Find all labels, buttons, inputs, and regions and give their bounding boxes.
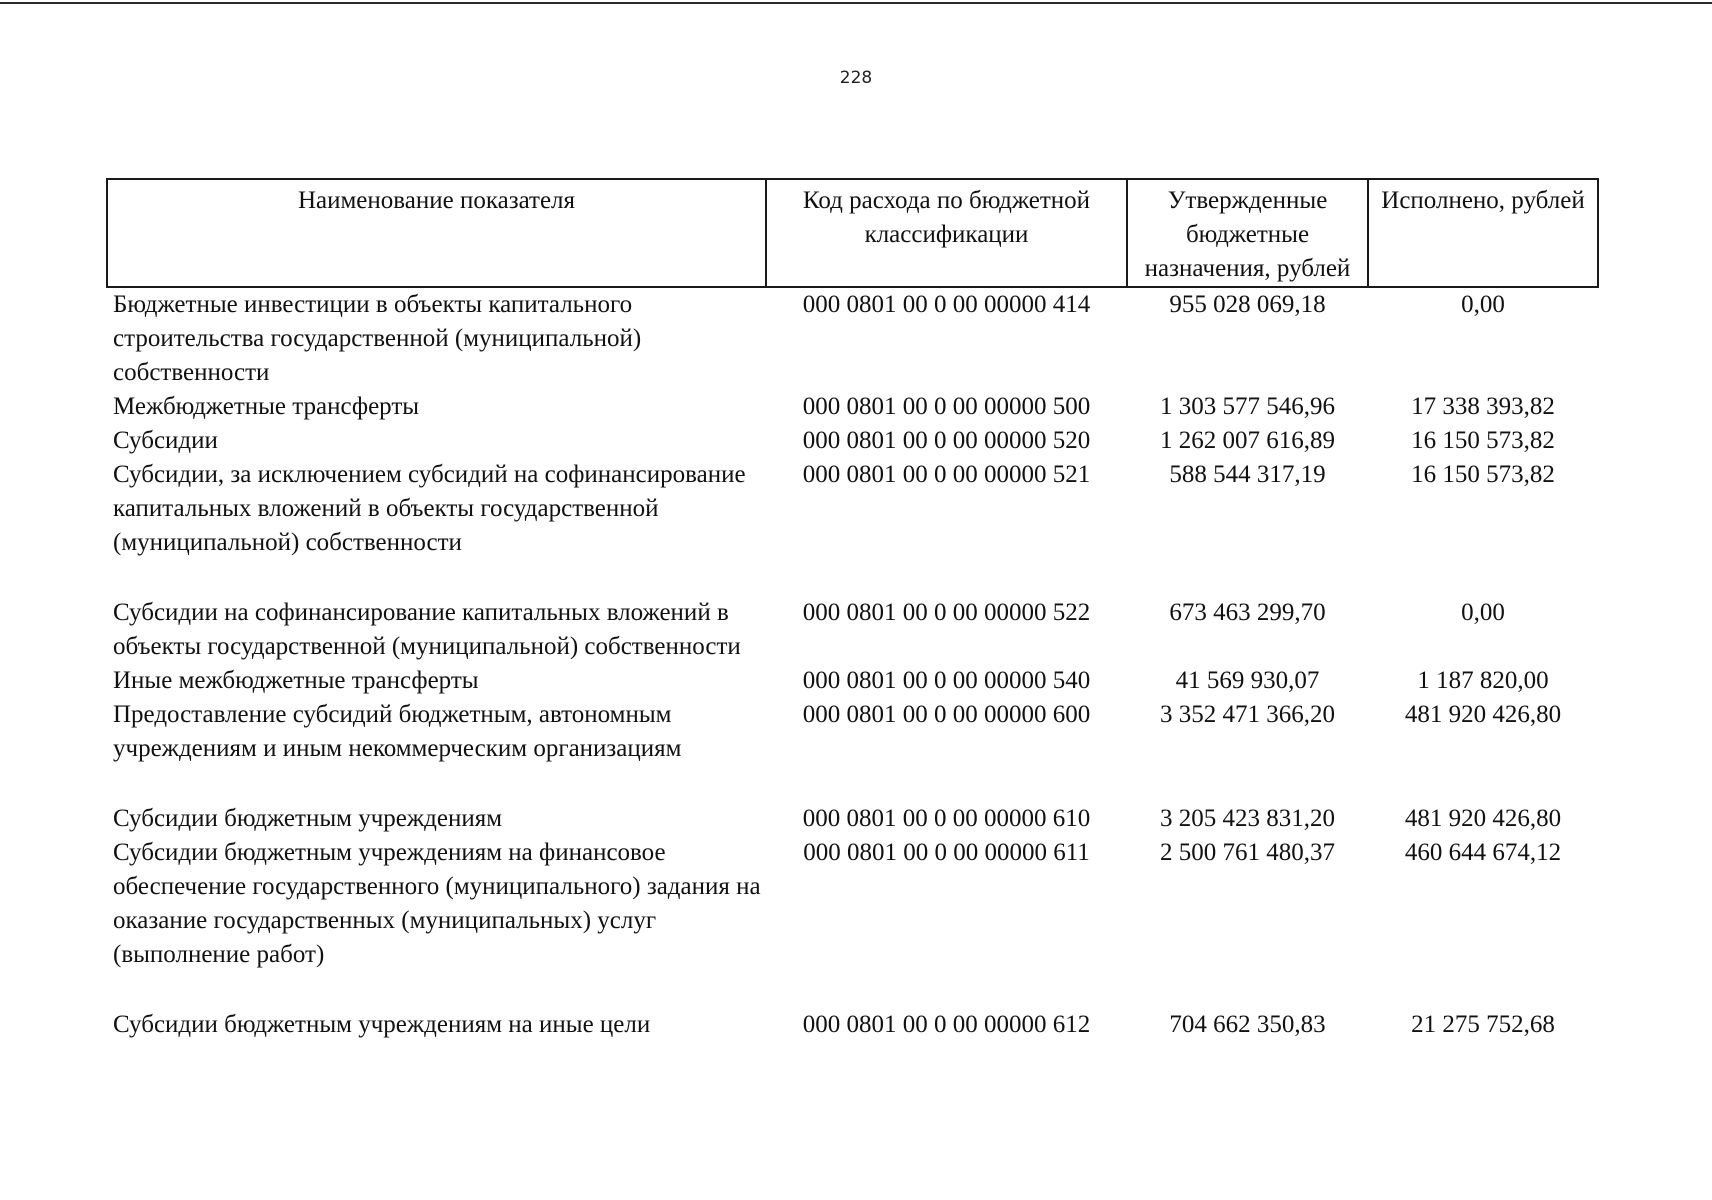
row-name: Субсидии бюджетным учреждениям на финансовое обеспечение государственного (муниципального) задания на оказание государственных (муниципальных) услуг (выполнение работ)	[113, 839, 761, 968]
table-row	[107, 596, 1598, 664]
row-plan: 588 544 317,19	[1169, 461, 1326, 488]
row-name: Субсидии, за исключением субсидий на софинансирование капитальных вложений в объекты государственной (муниципальной) собственности	[113, 461, 746, 556]
table-row	[107, 287, 1598, 390]
row-done: 16 150 573,82	[1411, 427, 1555, 454]
row-name: Субсидии бюджетным учреждениям на иные цели	[113, 1011, 651, 1038]
table-row	[107, 664, 1598, 698]
row-code: 000 0801 00 0 00 00000 520	[802, 427, 1091, 454]
row-code: 000 0801 00 0 00 00000 522	[802, 599, 1091, 626]
table-row	[107, 1008, 1598, 1042]
header-done: Исполнено, рублей	[1368, 179, 1598, 287]
budget-table	[106, 178, 1599, 1042]
row-done: 16 150 573,82	[1411, 461, 1555, 488]
table-row	[107, 424, 1598, 458]
row-name: Иные межбюджетные трансферты	[113, 667, 479, 694]
header-name: Наименование показателя	[107, 179, 766, 287]
top-border-line	[0, 2, 1712, 4]
table-header-row	[107, 179, 1598, 287]
row-done: 17 338 393,82	[1411, 393, 1555, 420]
row-name: Субсидии	[113, 427, 218, 454]
row-plan: 673 463 299,70	[1169, 599, 1326, 626]
header-plan: Утвержденные бюджетные назначения, рублей	[1127, 179, 1368, 287]
row-name: Субсидии бюджетным учреждениям	[113, 805, 503, 832]
row-plan: 3 352 471 366,20	[1160, 701, 1335, 728]
row-code: 000 0801 00 0 00 00000 600	[802, 701, 1091, 728]
table-row	[107, 802, 1598, 836]
row-plan: 1 262 007 616,89	[1160, 427, 1335, 454]
row-done: 21 275 752,68	[1411, 1011, 1555, 1038]
row-code: 000 0801 00 0 00 00000 610	[802, 805, 1091, 832]
row-plan: 1 303 577 546,96	[1160, 393, 1335, 420]
row-plan: 41 569 930,07	[1175, 667, 1320, 694]
row-name: Субсидии на софинансирование капитальных вложений в объекты государственной (муниципальной) собственности	[113, 599, 741, 660]
row-name: Бюджетные инвестиции в объекты капитального строительства государственной (муниципальной) собственности	[113, 291, 642, 386]
table-row	[107, 458, 1598, 596]
row-done: 460 644 674,12	[1404, 839, 1562, 866]
row-plan: 704 662 350,83	[1169, 1011, 1326, 1038]
row-done: 0,00	[1461, 599, 1505, 626]
row-plan: 3 205 423 831,20	[1160, 805, 1335, 832]
row-code: 000 0801 00 0 00 00000 612	[802, 1011, 1091, 1038]
row-code: 000 0801 00 0 00 00000 540	[802, 667, 1091, 694]
row-code: 000 0801 00 0 00 00000 414	[802, 291, 1091, 318]
row-done: 1 187 820,00	[1417, 667, 1549, 694]
table-row	[107, 390, 1598, 424]
row-plan: 955 028 069,18	[1169, 291, 1326, 318]
table-row	[107, 698, 1598, 802]
row-code: 000 0801 00 0 00 00000 611	[803, 839, 1090, 866]
row-code: 000 0801 00 0 00 00000 521	[802, 461, 1091, 488]
row-done: 0,00	[1461, 291, 1505, 318]
row-done: 481 920 426,80	[1404, 805, 1562, 832]
row-code: 000 0801 00 0 00 00000 500	[802, 393, 1091, 420]
row-name: Предоставление субсидий бюджетным, автономным учреждениям и иным некоммерческим организациям	[113, 701, 682, 762]
row-plan: 2 500 761 480,37	[1160, 839, 1335, 866]
row-name: Межбюджетные трансферты	[113, 393, 420, 420]
header-code: Код расхода по бюджетной классификации	[766, 179, 1127, 287]
page-number: 228	[839, 68, 873, 88]
table-row	[107, 836, 1598, 1008]
row-done: 481 920 426,80	[1404, 701, 1562, 728]
